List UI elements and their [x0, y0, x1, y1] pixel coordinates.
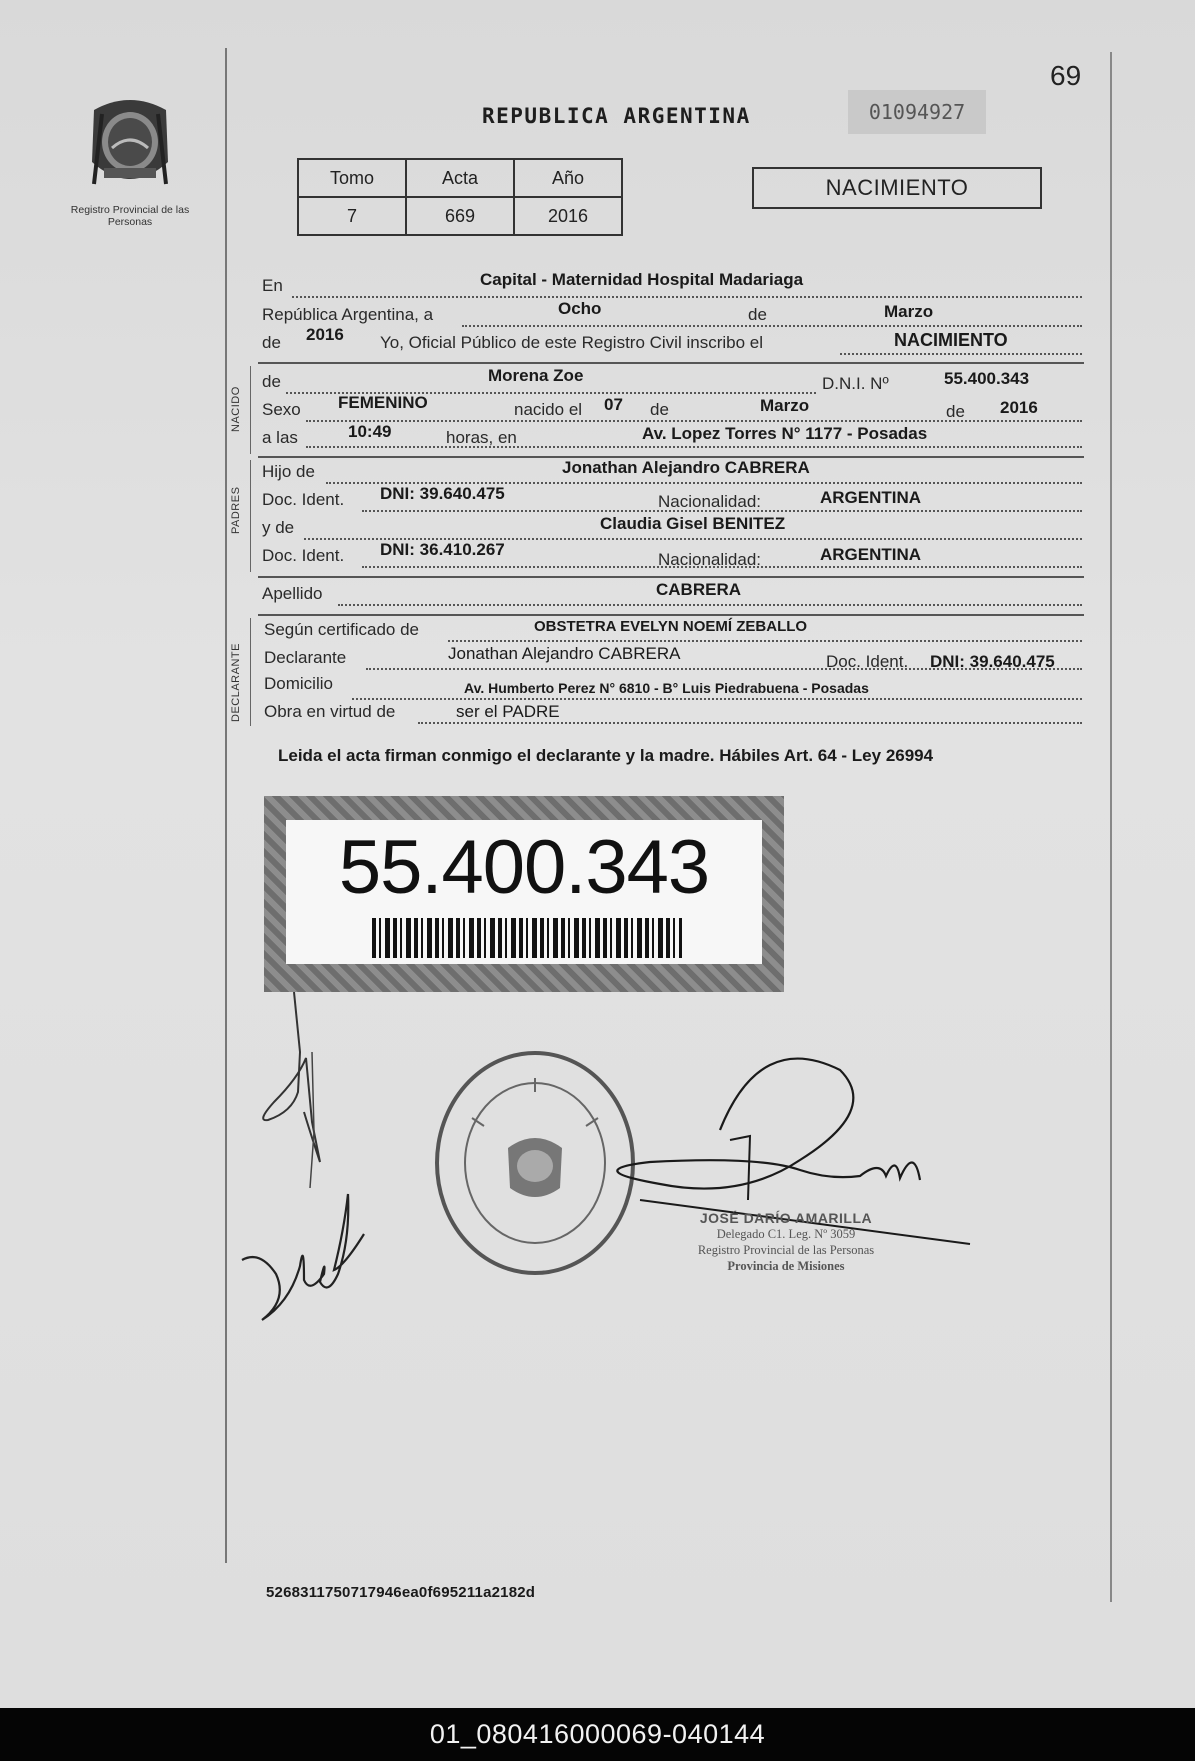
- label-horas-en: horas, en: [446, 428, 517, 447]
- left-margin-line: [225, 48, 227, 1563]
- label-declarante: Declarante: [264, 648, 347, 667]
- document-hash: 5268311750717946ea0f695211a2182d: [266, 1584, 536, 1601]
- dotted-line: [840, 353, 1082, 355]
- logo-caption: Registro Provincial de las Personas: [70, 204, 190, 228]
- dotted-line: [448, 640, 1082, 642]
- signature-left-top: [254, 992, 354, 1192]
- dotted-line: [338, 604, 1082, 606]
- birth-month-value: Marzo: [760, 396, 810, 415]
- dotted-line: [366, 668, 1082, 670]
- serial-number: 01094927: [848, 90, 986, 134]
- label-de: de: [650, 400, 669, 419]
- dni-sticker-number: 55.400.343: [338, 825, 710, 910]
- label-sexo: Sexo: [262, 400, 301, 419]
- anio-value: 2016: [514, 197, 622, 235]
- dotted-line: [306, 446, 1082, 448]
- dotted-line: [362, 510, 1082, 512]
- label-hijo-de: Hijo de: [262, 462, 315, 481]
- child-name-value: Morena Zoe: [488, 366, 584, 385]
- acta-value: 669: [406, 197, 514, 235]
- day-text-value: Ocho: [558, 299, 602, 318]
- registry-table: [297, 158, 623, 236]
- side-bar: [250, 460, 251, 572]
- label-nacido-el: nacido el: [514, 400, 583, 419]
- official-stamp-text: [656, 1210, 916, 1274]
- label-apellido: Apellido: [262, 584, 323, 603]
- dni-value: 55.400.343: [944, 369, 1030, 388]
- label-dni: D.N.I. Nº: [822, 374, 889, 393]
- signature-left-bottom: [240, 1170, 370, 1330]
- label-de: de: [262, 333, 281, 352]
- side-bar: [250, 618, 251, 726]
- label-de: de: [262, 372, 281, 391]
- tomo-header: Tomo: [298, 159, 406, 197]
- side-label-padres: PADRES: [230, 486, 242, 534]
- right-margin-line: [1110, 52, 1112, 1602]
- document-title: REPUBLICA ARGENTINA: [482, 104, 751, 128]
- birth-year-value: 2016: [1000, 398, 1038, 417]
- side-label-nacido: NACIDO: [230, 386, 242, 432]
- document-type-box: NACIMIENTO: [752, 167, 1042, 209]
- domicile-value: Av. Humberto Perez N° 6810 - B° Luis Piedrabuena - Posadas: [464, 680, 869, 696]
- month-text-value: Marzo: [884, 302, 934, 321]
- dotted-line: [292, 296, 1082, 298]
- certificate-value: OBSTETRA EVELYN NOEMÍ ZEBALLO: [534, 618, 808, 635]
- official-province: Provincia de Misiones: [727, 1259, 845, 1273]
- declarant-value: Jonathan Alejandro CABRERA: [448, 644, 681, 663]
- section-divider: [258, 576, 1084, 578]
- label-nacionalidad: Nacionalidad:: [658, 492, 762, 511]
- label-de: de: [748, 305, 767, 324]
- place-value: Capital - Maternidad Hospital Madariaga: [480, 270, 804, 289]
- side-bar: [250, 366, 251, 454]
- mother-doc-value: DNI: 36.410.267: [380, 540, 505, 559]
- father-doc-value: DNI: 39.640.475: [380, 484, 505, 503]
- footer-code-strip: [0, 1708, 1195, 1761]
- birth-day-value: 07: [604, 395, 623, 414]
- section-divider: [258, 362, 1084, 364]
- event-value: NACIMIENTO: [894, 330, 1008, 350]
- anio-header: Año: [514, 159, 622, 197]
- dotted-line: [352, 698, 1082, 700]
- registry-table-header-row: [298, 159, 622, 197]
- label-doc-ident: Doc. Ident.: [262, 546, 345, 565]
- provincial-seal-logo: [84, 88, 176, 196]
- dotted-line: [306, 420, 1082, 422]
- label-segun-certificado: Según certificado de: [264, 620, 419, 639]
- footer-code: 01_080416000069-040144: [429, 1719, 766, 1749]
- barcode: [372, 918, 682, 958]
- page-number: 69: [1050, 60, 1082, 91]
- time-value: 10:49: [348, 422, 392, 441]
- registry-table-value-row: [298, 197, 622, 235]
- section-divider: [258, 614, 1084, 616]
- label-yo-oficial: Yo, Oficial Público de este Registro Civil inscribo el: [380, 333, 763, 352]
- father-name-value: Jonathan Alejandro CABRERA: [562, 458, 810, 477]
- sex-value: FEMENINO: [338, 393, 428, 412]
- acta-header: Acta: [406, 159, 514, 197]
- label-republica: República Argentina, a: [262, 305, 434, 324]
- dni-sticker: [264, 796, 784, 992]
- surname-value: CABRERA: [656, 580, 741, 599]
- birth-address-value: Av. Lopez Torres N° 1177 - Posadas: [642, 424, 928, 443]
- label-y-de: y de: [262, 518, 295, 537]
- dni-sticker-label: [286, 820, 762, 964]
- side-label-declarante: DECLARANTE: [230, 643, 242, 722]
- mother-nationality-value: ARGENTINA: [820, 545, 922, 564]
- label-doc-ident: Doc. Ident.: [826, 652, 909, 671]
- mother-name-value: Claudia Gisel BENITEZ: [600, 514, 786, 533]
- father-nationality-value: ARGENTINA: [820, 488, 922, 507]
- label-nacionalidad: Nacionalidad:: [658, 550, 762, 569]
- declarant-doc-value: DNI: 39.640.475: [930, 652, 1055, 671]
- label-obra-en-virtud: Obra en virtud de: [264, 702, 396, 721]
- official-office: Registro Provincial de las Personas: [697, 1243, 875, 1257]
- label-doc-ident: Doc. Ident.: [262, 490, 345, 509]
- tomo-value: 7: [298, 197, 406, 235]
- label-en: En: [262, 276, 283, 295]
- label-de: de: [946, 402, 965, 421]
- by-virtue-value: ser el PADRE: [456, 702, 560, 721]
- official-title: Delegado C1. Leg. Nº 3059: [716, 1227, 856, 1241]
- dotted-line: [462, 325, 1082, 327]
- dotted-line: [418, 722, 1082, 724]
- official-name: JOSÉ DARÍO AMARILLA: [699, 1210, 873, 1226]
- closing-statement: Leida el acta firman conmigo el declarante y la madre. Hábiles Art. 64 - Ley 26994: [278, 746, 934, 765]
- year-value: 2016: [306, 325, 344, 344]
- dotted-line: [362, 566, 1082, 568]
- label-a-las: a las: [262, 428, 298, 447]
- label-domicilio: Domicilio: [264, 674, 333, 693]
